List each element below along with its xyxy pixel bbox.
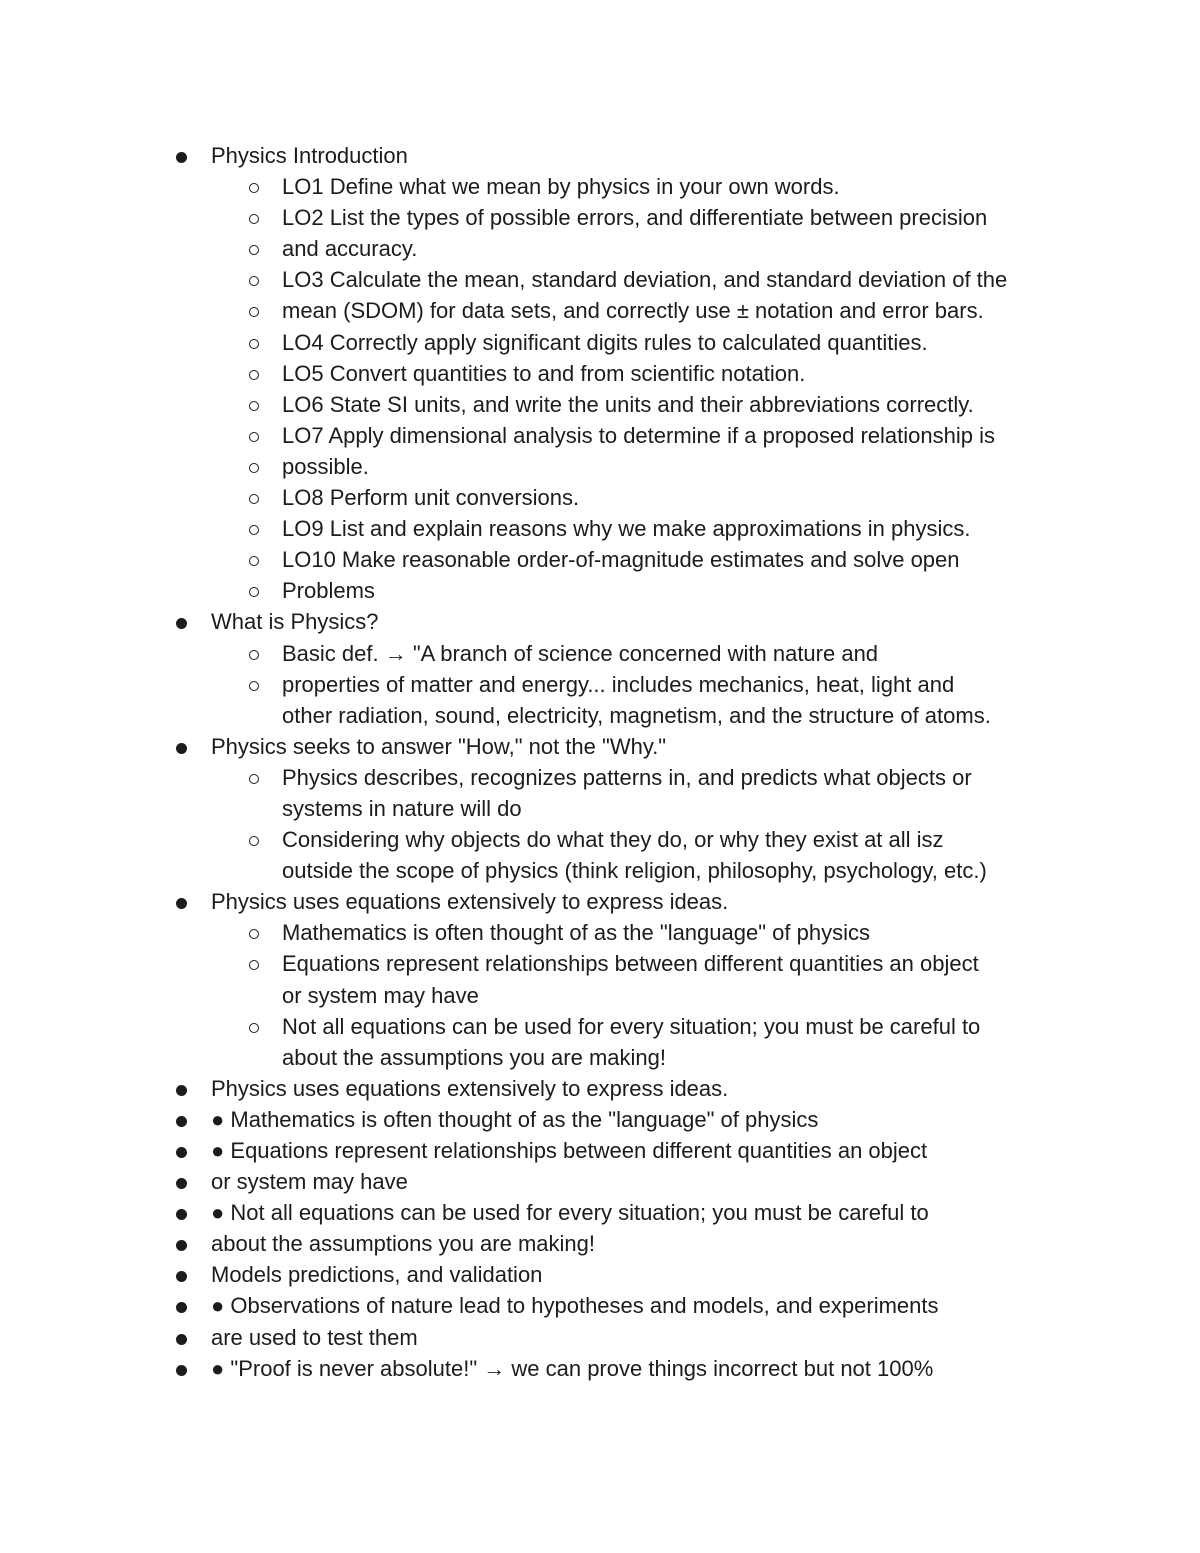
outline-subitem (0, 638, 1200, 669)
outline-subitem (0, 575, 1200, 606)
hollow-bullet-icon (249, 929, 259, 939)
hollow-bullet-icon (249, 307, 259, 317)
hollow-bullet-icon (249, 556, 259, 566)
outline-subitem (0, 762, 1200, 793)
outline-text: LO5 Convert quantities to and from scientific notation. (282, 360, 806, 386)
outline-text: mean (SDOM) for data sets, and correctly use ± notation and error bars. (282, 298, 984, 324)
outline-text: possible. (282, 453, 369, 479)
outline-text: ● Mathematics is often thought of as the "language" of physics (211, 1106, 819, 1132)
outline-subitem (0, 793, 1200, 824)
filled-bullet-icon (176, 898, 187, 909)
filled-bullet-icon (176, 1240, 187, 1251)
filled-bullet-icon (176, 1334, 187, 1345)
hollow-bullet-icon (249, 463, 259, 473)
outline-subitem (0, 389, 1200, 420)
filled-bullet-icon (176, 743, 187, 754)
hollow-bullet-icon (249, 370, 259, 380)
outline-item (0, 731, 1200, 762)
outline-item (0, 606, 1200, 637)
hollow-bullet-icon (249, 650, 259, 660)
outline-text: about the assumptions you are making! (282, 1044, 667, 1070)
outline-text: or system may have (282, 982, 479, 1008)
outline-text: or system may have (211, 1169, 408, 1195)
outline-item (0, 1259, 1200, 1290)
bullet-outline (0, 140, 1200, 1384)
outline-text: Physics seeks to answer "How," not the "Why." (211, 733, 667, 759)
outline-item (0, 1228, 1200, 1259)
outline-text: LO8 Perform unit conversions. (282, 485, 580, 511)
outline-text: Physics Introduction (211, 143, 408, 168)
outline-text: systems in nature will do (282, 795, 522, 821)
hollow-bullet-icon (249, 836, 259, 846)
outline-text: LO1 Define what we mean by physics in your own words. (282, 174, 840, 200)
outline-text: LO3 Calculate the mean, standard deviation, and standard deviation of the (282, 267, 1008, 293)
outline-text: LO4 Correctly apply significant digits rules to calculated quantities. (282, 329, 928, 355)
outline-text: LO9 List and explain reasons why we make approximations in physics. (282, 516, 971, 542)
outline-text: Considering why objects do what they do, or why they exist at all isz (282, 827, 944, 853)
outline-text: Problems (282, 578, 375, 604)
outline-subitem (0, 295, 1200, 326)
outline-text: Basic def. → "A branch of science concerned with nature and (282, 640, 879, 666)
hollow-bullet-icon (249, 494, 259, 504)
outline-subitem (0, 669, 1200, 700)
filled-bullet-icon (176, 152, 187, 163)
hollow-bullet-icon (249, 401, 259, 411)
outline-text: Not all equations can be used for every situation; you must be careful to (282, 1013, 981, 1039)
outline-subitem (0, 855, 1200, 886)
hollow-bullet-icon (249, 432, 259, 442)
filled-bullet-icon (176, 1209, 187, 1220)
hollow-bullet-icon (249, 1023, 259, 1033)
outline-text: other radiation, sound, electricity, magnetism, and the structure of atoms. (282, 702, 991, 728)
filled-bullet-icon (176, 1271, 187, 1282)
filled-bullet-icon (176, 1302, 187, 1313)
outline-item (0, 1353, 1200, 1384)
outline-subitem (0, 264, 1200, 295)
hollow-bullet-icon (249, 681, 259, 691)
outline-text: LO10 Make reasonable order-of-magnitude estimates and solve open (282, 547, 960, 573)
hollow-bullet-icon (249, 525, 259, 535)
outline-item (0, 1166, 1200, 1197)
filled-bullet-icon (176, 1147, 187, 1158)
filled-bullet-icon (176, 1365, 187, 1376)
outline-text: Physics describes, recognizes patterns in, and predicts what objects or (282, 764, 972, 790)
hollow-bullet-icon (249, 774, 259, 784)
outline-item (0, 886, 1200, 917)
hollow-bullet-icon (249, 245, 259, 255)
outline-subitem (0, 700, 1200, 731)
outline-item (0, 1104, 1200, 1135)
outline-subitem (0, 917, 1200, 948)
outline-text: Mathematics is often thought of as the "language" of physics (282, 920, 870, 946)
outline-item (0, 1197, 1200, 1228)
outline-text: ● Not all equations can be used for every situation; you must be careful to (211, 1200, 929, 1226)
outline-subitem (0, 1011, 1200, 1042)
outline-item (0, 1290, 1200, 1321)
outline-text: LO2 List the types of possible errors, and differentiate between precision (282, 205, 988, 231)
outline-subitem (0, 980, 1200, 1011)
outline-text: What is Physics? (211, 609, 379, 635)
outline-subitem (0, 327, 1200, 358)
outline-subitem (0, 420, 1200, 451)
hollow-bullet-icon (249, 960, 259, 970)
outline-subitem (0, 482, 1200, 513)
hollow-bullet-icon (249, 276, 259, 286)
outline-text: ● "Proof is never absolute!" → we can prove things incorrect but not 100% (211, 1355, 934, 1381)
outline-text: properties of matter and energy... includes mechanics, heat, light and (282, 671, 955, 697)
outline-item (0, 1322, 1200, 1353)
outline-subitem (0, 202, 1200, 233)
hollow-bullet-icon (249, 183, 259, 193)
outline-subitem (0, 1042, 1200, 1073)
hollow-bullet-icon (249, 214, 259, 224)
outline-subitem (0, 358, 1200, 389)
filled-bullet-icon (176, 1178, 187, 1189)
outline-item (0, 1073, 1200, 1104)
outline-text: Physics uses equations extensively to express ideas. (211, 1075, 729, 1101)
outline-text: outside the scope of physics (think religion, philosophy, psychology, etc.) (282, 858, 987, 884)
outline-text: ● Observations of nature lead to hypotheses and models, and experiments (211, 1293, 939, 1319)
outline-subitem (0, 824, 1200, 855)
outline-item (0, 140, 1200, 171)
outline-subitem (0, 948, 1200, 979)
outline-subitem (0, 544, 1200, 575)
outline-subitem (0, 233, 1200, 264)
outline-text: LO7 Apply dimensional analysis to determine if a proposed relationship is (282, 422, 995, 448)
outline-text: LO6 State SI units, and write the units and their abbreviations correctly. (282, 391, 974, 417)
outline-text: and accuracy. (282, 236, 418, 262)
outline-subitem (0, 451, 1200, 482)
outline-text: Models predictions, and validation (211, 1262, 543, 1288)
outline-text: about the assumptions you are making! (211, 1231, 596, 1257)
outline-text: are used to test them (211, 1324, 418, 1350)
outline-subitem (0, 171, 1200, 202)
outline-text: Equations represent relationships between different quantities an object (282, 951, 979, 977)
outline-text: Physics uses equations extensively to express ideas. (211, 889, 729, 915)
outline-text: ● Equations represent relationships between different quantities an object (211, 1138, 928, 1163)
outline-subitem (0, 513, 1200, 544)
filled-bullet-icon (176, 618, 187, 629)
hollow-bullet-icon (249, 587, 259, 597)
filled-bullet-icon (176, 1085, 187, 1096)
hollow-bullet-icon (249, 339, 259, 349)
outline-item (0, 1135, 1200, 1166)
filled-bullet-icon (176, 1116, 187, 1127)
